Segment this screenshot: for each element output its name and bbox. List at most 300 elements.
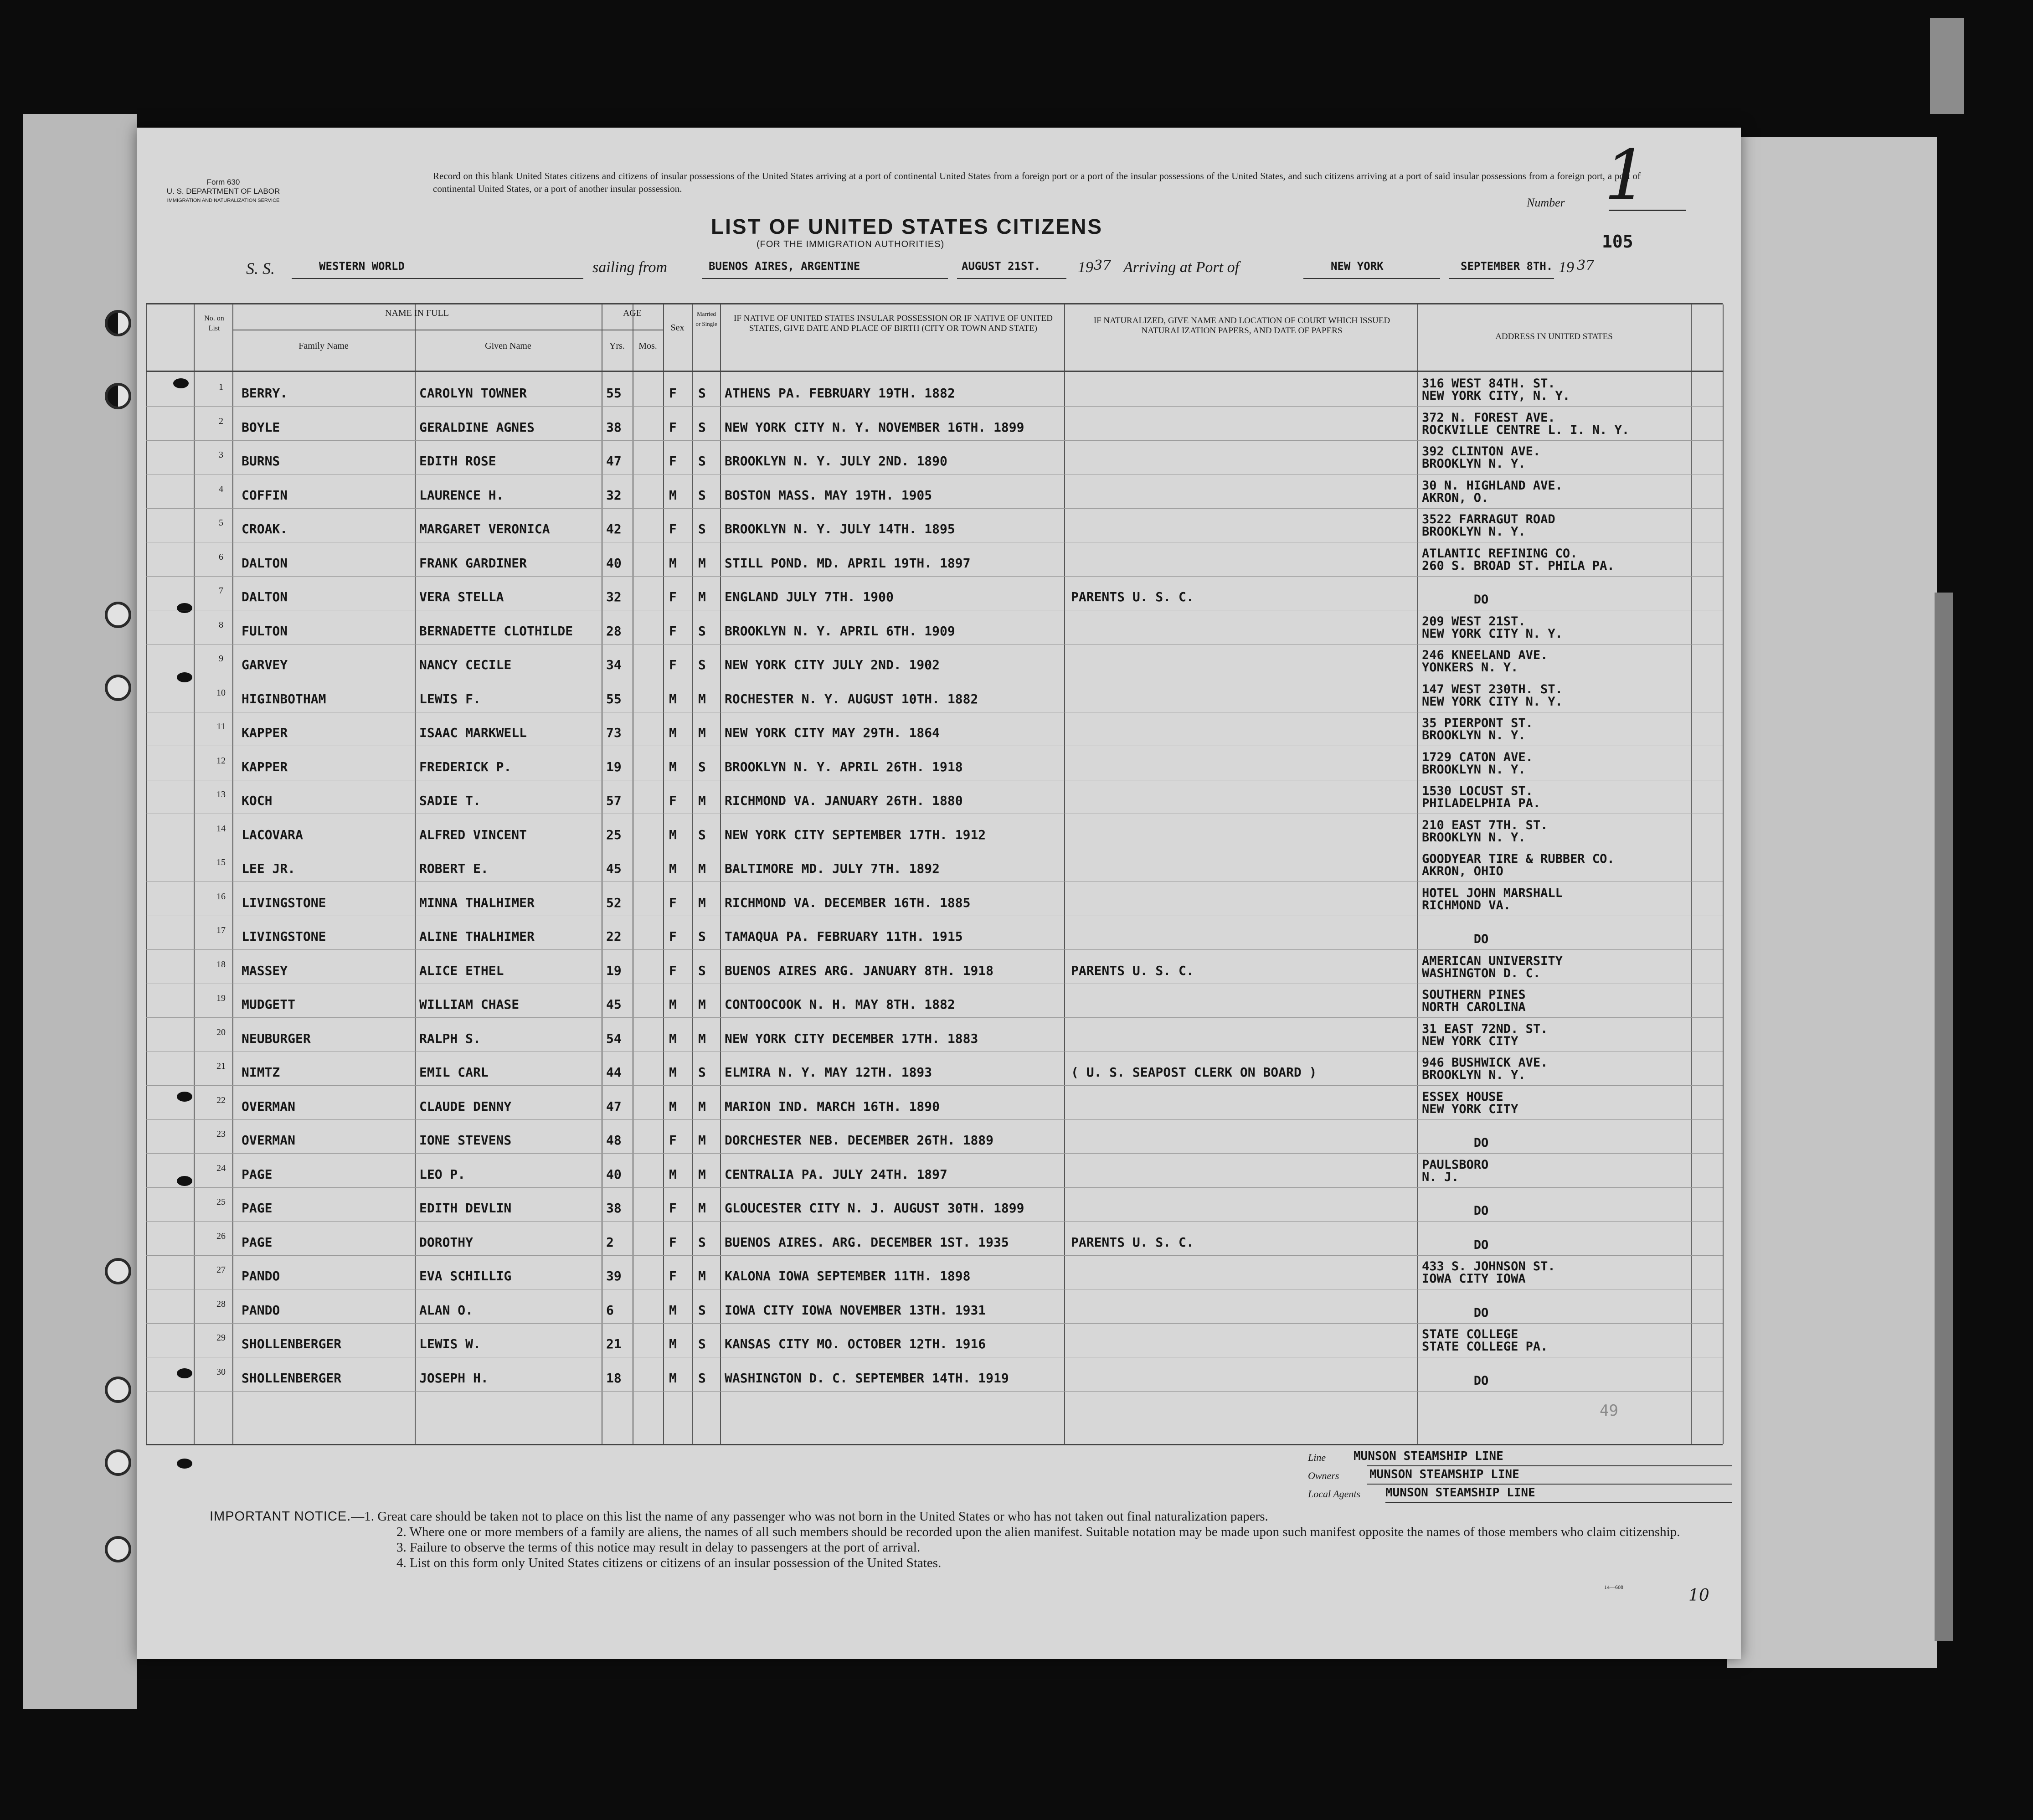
address-cell: 946 BUSHWICK AVE. BROOKLYN N. Y. [1422,1056,1548,1082]
header-address: ADDRESS IN UNITED STATES [1495,332,1613,341]
table-row [146,441,1723,474]
sex-cell: F [669,1201,677,1216]
given-name-cell: ISAAC MARKWELL [419,725,527,740]
given-name-cell: EMIL CARL [419,1065,489,1080]
sex-cell: F [669,623,677,639]
marital-status-cell: S [698,963,706,978]
family-name-cell: NEUBURGER [242,1031,311,1046]
number-label: Number [1527,196,1565,209]
birth-cell: ENGLAND JULY 7TH. 1900 [725,589,894,604]
marital-status-cell: S [698,1370,706,1386]
naturalization-cell: PARENTS U. S. C. [1071,1234,1194,1250]
binder-hole-icon [105,1536,131,1562]
ship-name: WESTERN WORLD [319,260,405,273]
birth-cell: KANSAS CITY MO. OCTOBER 12TH. 1916 [725,1336,986,1351]
marital-status-cell: M [698,725,706,740]
sex-cell: F [669,386,677,401]
marital-status-cell: M [698,1268,706,1284]
row-number-cell: 24 [216,1163,226,1173]
row-number-cell: 8 [219,619,223,630]
age-cell: 45 [606,861,622,876]
address-cell: SOUTHERN PINES NORTH CAROLINA [1422,988,1526,1014]
row-number-cell: 15 [216,857,226,867]
sailing-label: sailing from [592,259,668,276]
age-cell: 19 [606,759,622,774]
row-number-cell: 3 [219,450,223,460]
family-name-cell: BERRY. [242,386,288,401]
row-number-cell: 9 [219,654,223,664]
address-cell: STATE COLLEGE STATE COLLEGE PA. [1422,1327,1548,1354]
punch-dot-icon [177,1459,192,1469]
given-name-cell: MINNA THALHIMER [419,895,535,910]
naturalization-cell: PARENTS U. S. C. [1071,589,1194,604]
table-row [146,815,1723,848]
address-cell: DO [1473,593,1489,607]
given-name-cell: MARGARET VERONICA [419,521,550,536]
sex-cell: M [669,861,677,876]
binder-hole-icon [105,1258,131,1284]
marital-status-cell: S [698,386,706,401]
sex-cell: F [669,1133,677,1148]
address-cell: 372 N. FOREST AVE. ROCKVILLE CENTRE L. I. N. Y. [1422,410,1630,437]
family-name-cell: GARVEY [242,657,288,672]
given-name-cell: EDITH ROSE [419,454,496,469]
given-name-cell: WILLIAM CHASE [419,997,520,1012]
header-name-in-full: NAME IN FULL [385,308,449,318]
sex-cell: F [669,895,677,910]
given-name-cell: JOSEPH H. [419,1370,489,1386]
sex-cell: F [669,589,677,604]
table-row [146,780,1723,814]
manifest-page [137,128,1741,1659]
address-cell: 3522 FARRAGUT ROAD BROOKLYN N. Y. [1422,512,1555,539]
table-row [146,1324,1723,1357]
table-row [146,1222,1723,1256]
notice-item-1 [210,1509,1691,1524]
given-name-cell: LEWIS W. [419,1336,481,1351]
age-cell: 28 [606,623,622,639]
sex-cell: M [669,1098,677,1114]
table-row [146,509,1723,542]
age-cell: 55 [606,691,622,706]
birth-cell: BUENOS AIRES. ARG. DECEMBER 1ST. 1935 [725,1234,1009,1250]
age-cell: 22 [606,929,622,944]
family-name-cell: PANDO [242,1302,280,1318]
sex-cell: M [669,827,677,842]
given-name-cell: FRANK GARDINER [419,555,527,571]
header-mos: Mos. [638,341,657,351]
sex-cell: M [669,997,677,1012]
family-name-cell: PAGE [242,1201,273,1216]
year-prefix-2: 19 [1559,259,1574,276]
family-name-cell: MUDGETT [242,997,296,1012]
family-name-cell: KOCH [242,793,273,808]
age-cell: 57 [606,793,622,808]
address-cell: 210 EAST 7TH. ST. BROOKLYN N. Y. [1422,818,1548,845]
marital-status-cell: M [698,1201,706,1216]
table-row [146,644,1723,678]
given-name-cell: GERALDINE AGNES [419,419,535,435]
family-name-cell: DALTON [242,589,288,604]
birth-cell: RICHMOND VA. JANUARY 26TH. 1880 [725,793,963,808]
age-cell: 47 [606,454,622,469]
row-number-cell: 6 [219,552,223,562]
notice-item-4: 4. List on this form only United States citizens or citizens of an insular possession of the United States. [396,1556,942,1570]
marital-status-cell: M [698,861,706,876]
sex-cell: M [669,555,677,571]
birth-cell: NEW YORK CITY DECEMBER 17TH. 1883 [725,1031,978,1046]
binder-hole-icon [105,310,131,336]
given-name-cell: LEWIS F. [419,691,481,706]
row-number-cell: 4 [219,484,223,494]
ship-underline [292,278,583,279]
given-name-cell: ALINE THALHIMER [419,929,535,944]
address-cell: 35 PIERPONT ST. BROOKLYN N. Y. [1422,716,1533,742]
row-number-cell: 22 [216,1095,226,1105]
address-cell: DO [1473,1305,1489,1320]
address-cell: DO [1473,1373,1489,1388]
marital-status-cell: S [698,454,706,469]
given-name-cell: CLAUDE DENNY [419,1098,512,1114]
birth-cell: KALONA IOWA SEPTEMBER 11TH. 1898 [725,1268,971,1284]
header-no: No. on List [204,315,224,332]
age-cell: 52 [606,895,622,910]
given-name-cell: NANCY CECILE [419,657,512,672]
marital-status-cell: S [698,1302,706,1318]
row-number-cell: 13 [216,789,226,799]
marital-status-cell: M [698,1133,706,1148]
given-name-cell: RALPH S. [419,1031,481,1046]
age-cell: 2 [606,1234,614,1250]
header-bottom-rule [146,371,1723,372]
family-name-cell: LEE JR. [242,861,296,876]
age-cell: 38 [606,419,622,435]
table-row [146,916,1723,950]
sex-cell: F [669,1234,677,1250]
family-name-cell: FULTON [242,623,288,639]
age-cell: 25 [606,827,622,842]
stamped-page-number: 105 [1602,232,1633,252]
row-number-cell: 26 [216,1231,226,1241]
address-cell: DO [1473,1136,1489,1150]
agents-underline [1385,1502,1732,1503]
marital-status-cell: S [698,623,706,639]
row-number-cell: 17 [216,925,226,935]
table-row [146,1086,1723,1120]
marital-status-cell: M [698,1031,706,1046]
binder-hole-icon [105,1449,131,1476]
birth-cell: NEW YORK CITY SEPTEMBER 17TH. 1912 [725,827,986,842]
table-row [146,1188,1723,1222]
row-number-cell: 27 [216,1265,226,1275]
age-cell: 21 [606,1336,622,1351]
address-cell: DO [1473,1237,1489,1252]
birth-cell: ELMIRA N. Y. MAY 12TH. 1893 [725,1065,932,1080]
sex-cell: M [669,1370,677,1386]
row-number-cell: 23 [216,1129,226,1139]
given-name-cell: ALAN O. [419,1302,474,1318]
header-sex: Sex [670,323,685,333]
marital-status-cell: M [698,691,706,706]
header-given-name: Given Name [485,341,531,351]
departure-year: 37 [1094,258,1112,273]
notice-item-1-text: —1. Great care should be taken not to place on this list the name of any passenger who was not born in the United States or who has not taken out final naturalization papers. [351,1509,1268,1524]
form-identifier [164,178,283,205]
marital-status-cell: S [698,419,706,435]
table-row [146,1018,1723,1052]
address-cell: GOODYEAR TIRE & RUBBER CO. AKRON, OHIO [1422,852,1615,878]
table-row [146,1290,1723,1324]
marital-status-cell: M [698,1098,706,1114]
row-number-cell: 1 [219,382,223,392]
table-row [146,1120,1723,1154]
family-name-cell: NIMTZ [242,1065,280,1080]
naturalization-cell: ( U. S. SEAPOST CLERK ON BOARD ) [1071,1065,1317,1080]
age-cell: 19 [606,963,622,978]
agents-label: Local Agents [1308,1488,1361,1500]
given-name-cell: EVA SCHILLIG [419,1268,512,1284]
given-name-cell: BERNADETTE CLOTHILDE [419,623,573,639]
service-name: IMMIGRATION AND NATURALIZATION SERVICE [167,198,280,203]
header-age: AGE [623,308,642,318]
given-name-cell: FREDERICK P. [419,759,512,774]
row-number-cell: 20 [216,1027,226,1037]
family-name-cell: HIGINBOTHAM [242,691,326,706]
birth-cell: BROOKLYN N. Y. JULY 14TH. 1895 [725,521,955,536]
row-number-cell: 29 [216,1333,226,1343]
address-cell: 1530 LOCUST ST. PHILADELPHIA PA. [1422,784,1541,810]
notice-item-2: 2. Where one or more members of a family are aliens, the names of all such members should be recorded upon the alien manifest. Suitable notation may be made upon such manifest opposite the names of those members who claim citizenship. [396,1525,1680,1539]
family-name-cell: LIVINGSTONE [242,895,326,910]
birth-cell: NEW YORK CITY MAY 29TH. 1864 [725,725,940,740]
sex-cell: F [669,1268,677,1284]
address-cell: HOTEL JOHN MARSHALL RICHMOND VA. [1422,886,1563,913]
notice-item-3: 3. Failure to observe the terms of this notice may result in delay to passengers at the port of arrival. [396,1540,921,1555]
row-number-cell: 14 [216,823,226,834]
family-name-cell: SHOLLENBERGER [242,1370,342,1386]
binder-hole-icon [105,602,131,628]
address-cell: PAULSBORO N. J. [1422,1157,1489,1184]
family-name-cell: MASSEY [242,963,288,978]
family-name-cell: CROAK. [242,521,288,536]
family-name-cell: OVERMAN [242,1133,296,1148]
address-cell: 209 WEST 21ST. NEW YORK CITY N. Y. [1422,614,1563,641]
family-name-cell: KAPPER [242,725,288,740]
age-cell: 39 [606,1268,622,1284]
sex-cell: F [669,793,677,808]
given-name-cell: LEO P. [419,1166,466,1182]
table-row [146,882,1723,916]
family-name-cell: DALTON [242,555,288,571]
family-name-cell: PAGE [242,1234,273,1250]
row-number-cell: 21 [216,1061,226,1071]
birth-cell: DORCHESTER NEB. DECEMBER 26TH. 1889 [725,1133,994,1148]
notice-label: IMPORTANT NOTICE. [210,1509,351,1524]
row-number-cell: 2 [219,416,223,426]
sex-cell: F [669,454,677,469]
row-number-cell: 7 [219,586,223,596]
sex-cell: M [669,1065,677,1080]
birth-cell: ATHENS PA. FEBRUARY 19TH. 1882 [725,386,955,401]
list-number: 1 [1604,136,1648,215]
table-row [146,407,1723,441]
header-yrs: Yrs. [609,341,625,351]
binder-hole-icon [105,675,131,701]
marital-status-cell: M [698,589,706,604]
line-label: Line [1308,1452,1326,1463]
header-naturalized: IF NATURALIZED, GIVE NAME AND LOCATION OF COURT WHICH ISSUED NATURALIZATION PAPERS, AND DATE OF PAPERS [1093,316,1390,335]
birth-cell: BOSTON MASS. MAY 19TH. 1905 [725,487,932,503]
birth-cell: GLOUCESTER CITY N. J. AUGUST 30TH. 1899 [725,1201,1024,1216]
address-cell: 392 CLINTON AVE. BROOKLYN N. Y. [1422,444,1541,471]
owners-value: MUNSON STEAMSHIP LINE [1369,1468,1519,1481]
sex-cell: M [669,691,677,706]
sex-cell: M [669,487,677,503]
table-row [146,1358,1723,1392]
margin-mark: 10 [1688,1586,1709,1605]
right-sheet [1727,137,1937,1668]
address-cell: 1729 CATON AVE. BROOKLYN N. Y. [1422,750,1533,777]
table-row [146,1154,1723,1188]
given-name-cell: CAROLYN TOWNER [419,386,527,401]
marital-status-cell: M [698,1166,706,1182]
age-cell: 40 [606,555,622,571]
row-number-cell: 30 [216,1366,226,1377]
line-value: MUNSON STEAMSHIP LINE [1354,1449,1503,1463]
marital-status-cell: M [698,793,706,808]
header-family-name: Family Name [299,341,349,351]
marital-status-cell: S [698,521,706,536]
birth-cell: BROOKLYN N. Y. APRIL 26TH. 1918 [725,759,963,774]
birth-cell: BALTIMORE MD. JULY 7TH. 1892 [725,861,940,876]
given-name-cell: VERA STELLA [419,589,504,604]
address-cell: 147 WEST 230TH. ST. NEW YORK CITY N. Y. [1422,682,1563,709]
table-row [146,373,1723,407]
marital-status-cell: S [698,929,706,944]
arriving-label: Arriving at Port of [1123,259,1240,276]
binder-hole-icon [105,1377,131,1403]
row-number-cell: 19 [216,993,226,1003]
page-subtitle: (FOR THE IMMIGRATION AUTHORITIES) [757,239,945,249]
sex-cell: M [669,759,677,774]
sex-cell: F [669,521,677,536]
sex-cell: F [669,963,677,978]
arrival-date-underline [1449,278,1554,279]
age-cell: 73 [606,725,622,740]
birth-cell: ROCHESTER N. Y. AUGUST 10TH. 1882 [725,691,978,706]
birth-cell: WASHINGTON D. C. SEPTEMBER 14TH. 1919 [725,1370,1009,1386]
sex-cell: M [669,1166,677,1182]
marital-status-cell: M [698,555,706,571]
important-notice [210,1509,1691,1571]
age-cell: 55 [606,386,622,401]
age-cell: 47 [606,1098,622,1114]
table-row [146,611,1723,644]
row-number-cell: 5 [219,518,223,528]
edge-strip-lower [1935,593,1953,1641]
address-cell: DO [1473,1204,1489,1218]
age-cell: 32 [606,589,622,604]
birth-cell: CONTOOCOOK N. H. MAY 8TH. 1882 [725,997,955,1012]
binder-hole-icon [105,383,131,409]
header-married-single: Married or Single [695,310,717,327]
table-row [146,712,1723,746]
birth-cell: BROOKLYN N. Y. JULY 2ND. 1890 [725,454,947,469]
sex-cell: M [669,725,677,740]
address-cell: ATLANTIC REFINING CO. 260 S. BROAD ST. PHILA PA. [1422,546,1615,573]
passenger-table [146,303,1723,1445]
sex-cell: F [669,657,677,672]
row-number-cell: 10 [216,687,226,698]
marital-status-cell: S [698,1234,706,1250]
page-title: LIST OF UNITED STATES CITIZENS [711,215,1103,238]
arrival-date: SEPTEMBER 8TH. [1461,260,1553,273]
birth-cell: MARION IND. MARCH 16TH. 1890 [725,1098,940,1114]
table-row [146,1052,1723,1086]
family-name-cell: PAGE [242,1166,273,1182]
family-name-cell: OVERMAN [242,1098,296,1114]
birth-cell: NEW YORK CITY JULY 2ND. 1902 [725,657,940,672]
family-name-cell: PANDO [242,1268,280,1284]
form-code: 14—608 [1604,1584,1623,1590]
departure-port: BUENOS AIRES, ARGENTINE [709,260,860,273]
age-cell: 6 [606,1302,614,1318]
age-cell: 38 [606,1201,622,1216]
given-name-cell: LAURENCE H. [419,487,504,503]
birth-cell: BROOKLYN N. Y. APRIL 6TH. 1909 [725,623,955,639]
sex-cell: M [669,1302,677,1318]
address-cell: DO [1473,932,1489,946]
marital-status-cell: M [698,895,706,910]
agents-value: MUNSON STEAMSHIP LINE [1385,1486,1535,1500]
table-row [146,1256,1723,1289]
family-name-cell: BURNS [242,454,280,469]
address-cell: 31 EAST 72ND. ST. NEW YORK CITY [1422,1021,1548,1048]
marital-status-cell: S [698,759,706,774]
birth-cell: IOWA CITY IOWA NOVEMBER 13TH. 1931 [725,1302,986,1318]
marital-status-cell: S [698,657,706,672]
row-number-cell: 16 [216,891,226,902]
table-row [146,679,1723,712]
address-cell: 316 WEST 84TH. ST. NEW YORK CITY, N. Y. [1422,376,1570,403]
address-cell: 30 N. HIGHLAND AVE. AKRON, O. [1422,478,1563,505]
departure-date: AUGUST 21ST. [962,260,1041,273]
given-name-cell: EDITH DEVLIN [419,1201,512,1216]
sex-cell: F [669,419,677,435]
naturalization-cell: PARENTS U. S. C. [1071,963,1194,978]
row-number-cell: 12 [216,755,226,766]
table-row [146,950,1723,984]
age-cell: 40 [606,1166,622,1182]
address-cell: AMERICAN UNIVERSITY WASHINGTON D. C. [1422,954,1563,980]
marital-status-cell: S [698,1065,706,1080]
given-name-cell: DOROTHY [419,1234,474,1250]
birth-cell: NEW YORK CITY N. Y. NOVEMBER 16TH. 1899 [725,419,1024,435]
date-underline [957,278,1066,279]
table-row [146,577,1723,610]
age-cell: 32 [606,487,622,503]
family-name-cell: SHOLLENBERGER [242,1336,342,1351]
table-row [146,984,1723,1018]
sex-cell: M [669,1031,677,1046]
family-name-cell: COFFIN [242,487,288,503]
birth-cell: CENTRALIA PA. JULY 24TH. 1897 [725,1166,947,1182]
owners-label: Owners [1308,1470,1339,1481]
year-prefix: 19 [1078,259,1093,276]
ss-label: S. S. [246,259,275,278]
department-name: U. S. DEPARTMENT OF LABOR [166,187,280,196]
table-row [146,475,1723,509]
